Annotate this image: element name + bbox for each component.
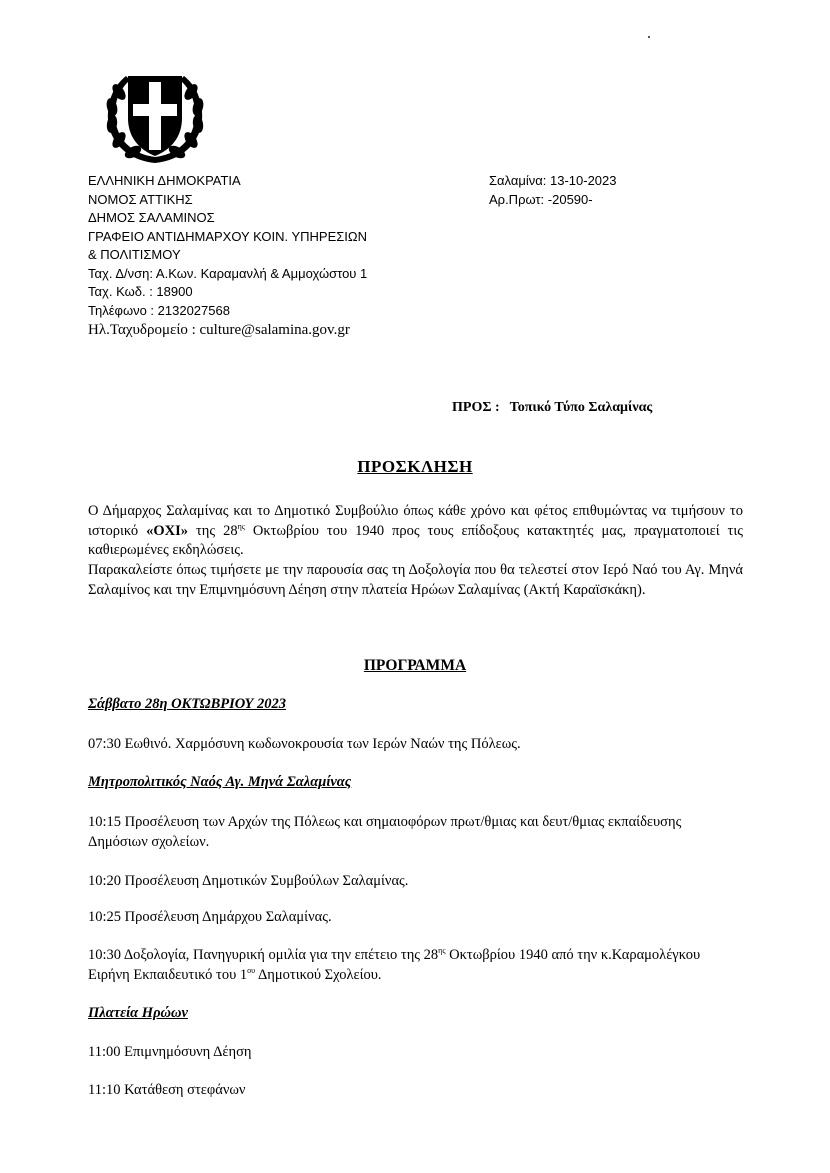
scan-speck	[648, 36, 650, 38]
ordinal-suffix: ου	[247, 965, 256, 975]
body-text: της 28	[188, 522, 238, 539]
sender-line: ΔΗΜΟΣ ΣΑΛΑΜΙΝΟΣ	[88, 210, 215, 225]
body-bold-text: «ΟΧΙ»	[146, 522, 189, 539]
sender-line: & ΠΟΛΙΤΙΣΜΟΥ	[88, 247, 181, 262]
document-date: Σαλαμίνα: 13-10-2023	[489, 173, 617, 188]
ordinal-suffix: ης	[438, 946, 446, 956]
invitation-body	[88, 502, 743, 601]
square-heading: Πλατεία Ηρώων	[88, 1005, 188, 1021]
document-title: ΠΡΟΣΚΛΗΣΗ	[357, 457, 473, 476]
sender-line: ΝΟΜΟΣ ΑΤΤΙΚΗΣ	[88, 191, 193, 207]
program-item: 10:20 Προσέλευση Δημοτικών Συμβούλων Σαλαμίνας.	[88, 873, 409, 889]
recipient-line	[452, 400, 652, 416]
body-paragraph-1	[88, 502, 743, 561]
program-item: 07:30 Εωθινό. Χαρμόσυνη κωδωνοκρουσία των Ιερών Ναών της Πόλεως.	[88, 736, 521, 752]
sender-line: ΕΛΛΗΝΙΚΗ ΔΗΜΟΚΡΑΤΙΑ	[88, 173, 241, 188]
sender-email: Ηλ.Ταχυδρομείο : culture@salamina.gov.gr	[88, 322, 350, 338]
recipient-label: ΠΡΟΣ :	[452, 400, 500, 415]
sender-line: ΓΡΑΦΕΙΟ ΑΝΤΙΔΗΜΑΡΧΟΥ ΚΟΙΝ. ΥΠΗΡΕΣΙΩΝ	[88, 228, 368, 244]
ordinal-suffix: ης	[237, 521, 245, 531]
document-meta	[489, 172, 689, 209]
program-item: 11:10 Κατάθεση στεφάνων	[88, 1082, 246, 1098]
body-paragraph-2: Παρακαλείστε όπως τιμήσετε με την παρουσία σας τη Δοξολογία που θα τελεστεί στον Ιερό Ναό του Αγ. Μηνά Σαλαμίνος και την Επιμνημόσυνη Δέηση στην πλατεία Ηρώων Σαλαμίνας (Ακτή Καραϊσκάκη).	[88, 562, 743, 598]
sender-line: Ταχ. Κωδ. : 18900	[88, 284, 193, 299]
body-text: Οκτωβρίου του 1940 προς τους επίδοξους κατακτητές μας, πραγματοποιεί τις καθιερωμένες εκδηλώσεις.	[88, 522, 744, 559]
protocol-number: Αρ.Πρωτ: -20590-	[489, 191, 593, 207]
program-item	[88, 946, 738, 985]
body-text: Ο Δήμαρχος Σαλαμίνας και το Δημοτικό Συμβούλιο όπως κάθε χρόνο και φέτος επιθυμώντας να τιμήσουν το ιστορικό	[88, 503, 743, 539]
sender-line: Τηλέφωνο : 2132027568	[88, 302, 230, 318]
program-item: 10:25 Προσέλευση Δημάρχου Σαλαμίνας.	[88, 909, 332, 925]
program-item: 10:15 Προσέλευση των Αρχών της Πόλεως και σημαιοφόρων πρωτ/θμιας και δευτ/θμιας εκπαίδευσης Δημόσιων σχολείων.	[88, 814, 682, 850]
sender-block	[88, 172, 448, 340]
recipient-value: Τοπικό Τύπο Σαλαμίνας	[509, 400, 653, 415]
program-item: 11:00 Επιμνημόσυνη Δέηση	[88, 1044, 252, 1060]
program-title: ΠΡΟΓΡΑΜΜΑ	[363, 657, 467, 674]
greek-coat-of-arms-emblem	[100, 62, 210, 170]
program-date-heading: Σάββατο 28η ΟΚΤΩΒΡΙΟΥ 2023	[88, 696, 287, 712]
church-heading: Μητροπολιτικός Ναός Αγ. Μηνά Σαλαμίνας	[88, 774, 352, 790]
sender-line: Ταχ. Δ/νση: Α.Κων. Καραμανλή & Αμμοχώστου 1	[88, 265, 368, 281]
item-text: 10:30 Δοξολογία, Πανηγυρική ομιλία για την επέτειο της 28	[88, 947, 439, 963]
item-text: Οκτωβρίου 1940 από την κ.Καραμολέγκου Ειρήνη Εκπαιδευτικό του 1	[88, 947, 701, 983]
item-text: Δημοτικού Σχολείου.	[255, 966, 382, 983]
